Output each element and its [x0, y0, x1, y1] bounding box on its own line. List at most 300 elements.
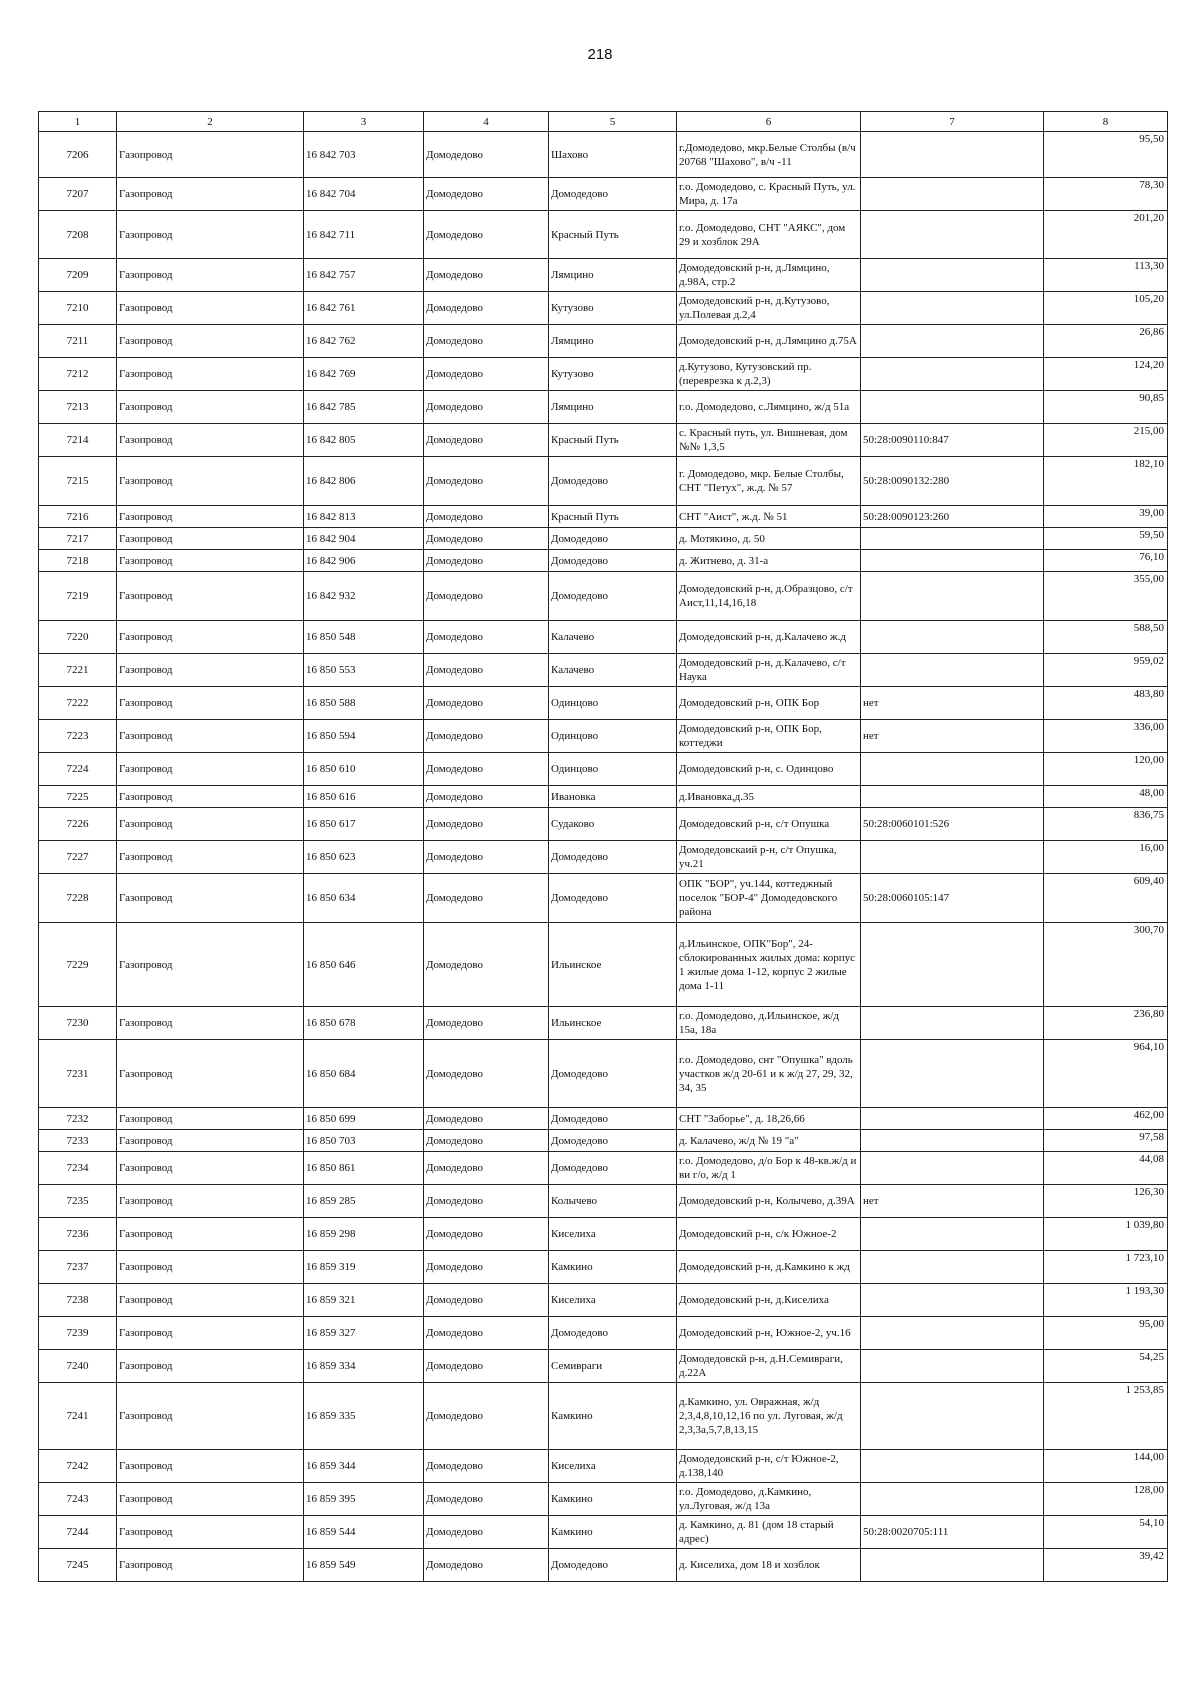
city-cell: Домодедово [424, 1108, 549, 1130]
inventory-number-cell: 16 850 617 [304, 808, 424, 841]
city-cell: Домодедово [424, 1218, 549, 1251]
settlement-cell: Калачево [549, 621, 677, 654]
length-value-cell: 182,10 [1044, 457, 1168, 506]
settlement-cell: Лямцино [549, 259, 677, 292]
settlement-cell: Камкино [549, 1483, 677, 1516]
table-row [39, 720, 1168, 753]
settlement-cell: Домодедово [549, 1317, 677, 1350]
settlement-cell: Домодедово [549, 1040, 677, 1108]
settlement-cell: Домодедово [549, 572, 677, 621]
inventory-number-cell: 16 850 861 [304, 1152, 424, 1185]
address-cell: ОПК "БОР", уч.144, коттеджный поселок "БОР-4" Домодедовского района [677, 874, 861, 923]
table-row [39, 550, 1168, 572]
inventory-number-cell: 16 842 761 [304, 292, 424, 325]
row-number-cell: 7222 [39, 687, 117, 720]
city-cell: Домодедово [424, 1483, 549, 1516]
address-cell: г.о. Домодедово, с. Красный Путь, ул. Мира, д. 17а [677, 178, 861, 211]
row-number-cell: 7226 [39, 808, 117, 841]
cadastral-number-cell [861, 621, 1044, 654]
row-number-cell: 7237 [39, 1251, 117, 1284]
row-number-cell: 7218 [39, 550, 117, 572]
length-value-cell: 26,86 [1044, 325, 1168, 358]
object-name-cell: Газопровод [117, 292, 304, 325]
row-number-cell: 7216 [39, 506, 117, 528]
table-row [39, 1108, 1168, 1130]
length-value-cell: 44,08 [1044, 1152, 1168, 1185]
row-number-cell: 7239 [39, 1317, 117, 1350]
address-cell: д.Кутузово, Кутузовский пр.(переврезка к д.2,3) [677, 358, 861, 391]
city-cell: Домодедово [424, 753, 549, 786]
row-number-cell: 7236 [39, 1218, 117, 1251]
table-row [39, 1007, 1168, 1040]
address-cell: Домодедовскаий р-н, с/т Опушка, уч.21 [677, 841, 861, 874]
inventory-number-cell: 16 859 335 [304, 1383, 424, 1450]
city-cell: Домодедово [424, 1130, 549, 1152]
cadastral-number-cell: 50:28:0090123:260 [861, 506, 1044, 528]
inventory-number-cell: 16 859 319 [304, 1251, 424, 1284]
object-name-cell: Газопровод [117, 391, 304, 424]
cadastral-number-cell [861, 325, 1044, 358]
settlement-cell: Ильинское [549, 1007, 677, 1040]
length-value-cell: 1 039,80 [1044, 1218, 1168, 1251]
length-value-cell: 336,00 [1044, 720, 1168, 753]
object-name-cell: Газопровод [117, 753, 304, 786]
object-name-cell: Газопровод [117, 1549, 304, 1582]
inventory-number-cell: 16 859 321 [304, 1284, 424, 1317]
settlement-cell: Домодедово [549, 550, 677, 572]
settlement-cell: Домодедово [549, 178, 677, 211]
row-number-cell: 7207 [39, 178, 117, 211]
cadastral-number-cell [861, 1218, 1044, 1251]
object-name-cell: Газопровод [117, 841, 304, 874]
address-cell: Домодедовскй р-н, д.Н.Семивраги, д.22А [677, 1350, 861, 1383]
settlement-cell: Домодедово [549, 841, 677, 874]
address-cell: Домодедовский р-н, д.Образцово, с/т Аист,11,14,16,18 [677, 572, 861, 621]
length-value-cell: 483,80 [1044, 687, 1168, 720]
inventory-number-cell: 16 842 757 [304, 259, 424, 292]
inventory-number-cell: 16 850 678 [304, 1007, 424, 1040]
inventory-number-cell: 16 859 395 [304, 1483, 424, 1516]
table-row [39, 654, 1168, 687]
object-name-cell: Газопровод [117, 178, 304, 211]
settlement-cell: Кутузово [549, 292, 677, 325]
table-row [39, 391, 1168, 424]
address-cell: г.о. Домодедово, СНТ "АЯКС", дом 29 и хозблок 29А [677, 211, 861, 259]
address-cell: г.Домодедово, мкр.Белые Столбы (в/ч 20768 "Шахово", в/ч -11 [677, 132, 861, 178]
object-name-cell: Газопровод [117, 1317, 304, 1350]
cadastral-number-cell [861, 211, 1044, 259]
object-name-cell: Газопровод [117, 1108, 304, 1130]
row-number-cell: 7213 [39, 391, 117, 424]
inventory-number-cell: 16 850 699 [304, 1108, 424, 1130]
table-row [39, 621, 1168, 654]
table-row [39, 923, 1168, 1007]
address-cell: СНТ "Заборье", д. 18,26,66 [677, 1108, 861, 1130]
city-cell: Домодедово [424, 808, 549, 841]
length-value-cell: 54,25 [1044, 1350, 1168, 1383]
inventory-number-cell: 16 842 906 [304, 550, 424, 572]
object-name-cell: Газопровод [117, 1350, 304, 1383]
address-cell: д. Мотякино, д. 50 [677, 528, 861, 550]
table-row [39, 1185, 1168, 1218]
inventory-number-cell: 16 859 327 [304, 1317, 424, 1350]
row-number-cell: 7232 [39, 1108, 117, 1130]
length-value-cell: 97,58 [1044, 1130, 1168, 1152]
length-value-cell: 105,20 [1044, 292, 1168, 325]
row-number-cell: 7238 [39, 1284, 117, 1317]
inventory-number-cell: 16 842 769 [304, 358, 424, 391]
row-number-cell: 7233 [39, 1130, 117, 1152]
row-number-cell: 7227 [39, 841, 117, 874]
address-cell: д.Камкино, ул. Овражная, ж/д 2,3,4,8,10,12,16 по ул. Луговая, ж/д 2,3,3а,5,7,8,13,15 [677, 1383, 861, 1450]
row-number-cell: 7228 [39, 874, 117, 923]
city-cell: Домодедово [424, 457, 549, 506]
cadastral-number-cell [861, 528, 1044, 550]
city-cell: Домодедово [424, 1383, 549, 1450]
inventory-number-cell: 16 842 932 [304, 572, 424, 621]
object-name-cell: Газопровод [117, 1516, 304, 1549]
table-row [39, 506, 1168, 528]
object-name-cell: Газопровод [117, 325, 304, 358]
row-number-cell: 7229 [39, 923, 117, 1007]
table-row [39, 841, 1168, 874]
cadastral-number-cell [861, 1284, 1044, 1317]
object-name-cell: Газопровод [117, 1218, 304, 1251]
cadastral-number-cell [861, 259, 1044, 292]
object-name-cell: Газопровод [117, 1007, 304, 1040]
settlement-cell: Калачево [549, 654, 677, 687]
table-row [39, 457, 1168, 506]
settlement-cell: Домодедово [549, 1108, 677, 1130]
row-number-cell: 7211 [39, 325, 117, 358]
row-number-cell: 7235 [39, 1185, 117, 1218]
object-name-cell: Газопровод [117, 720, 304, 753]
address-cell: Домодедовский р-н, с/т Опушка [677, 808, 861, 841]
settlement-cell: Домодедово [549, 457, 677, 506]
inventory-number-cell: 16 842 785 [304, 391, 424, 424]
inventory-number-cell: 16 859 298 [304, 1218, 424, 1251]
object-name-cell: Газопровод [117, 1483, 304, 1516]
object-name-cell: Газопровод [117, 358, 304, 391]
address-cell: д.Ивановка,д.35 [677, 786, 861, 808]
table-row [39, 1383, 1168, 1450]
address-cell: Домодедовский р-н, с. Одинцово [677, 753, 861, 786]
row-number-cell: 7243 [39, 1483, 117, 1516]
row-number-cell: 7206 [39, 132, 117, 178]
settlement-cell: Киселиха [549, 1284, 677, 1317]
inventory-number-cell: 16 842 711 [304, 211, 424, 259]
row-number-cell: 7212 [39, 358, 117, 391]
row-number-cell: 7217 [39, 528, 117, 550]
length-value-cell: 48,00 [1044, 786, 1168, 808]
table-row [39, 178, 1168, 211]
object-name-cell: Газопровод [117, 259, 304, 292]
city-cell: Домодедово [424, 720, 549, 753]
length-value-cell: 113,30 [1044, 259, 1168, 292]
inventory-number-cell: 16 850 548 [304, 621, 424, 654]
city-cell: Домодедово [424, 621, 549, 654]
object-name-cell: Газопровод [117, 572, 304, 621]
settlement-cell: Домодедово [549, 1130, 677, 1152]
table-row [39, 211, 1168, 259]
length-value-cell: 90,85 [1044, 391, 1168, 424]
city-cell: Домодедово [424, 786, 549, 808]
length-value-cell: 78,30 [1044, 178, 1168, 211]
length-value-cell: 76,10 [1044, 550, 1168, 572]
column-header: 6 [677, 112, 861, 132]
table-row [39, 292, 1168, 325]
inventory-number-cell: 16 842 806 [304, 457, 424, 506]
settlement-cell: Судаково [549, 808, 677, 841]
object-name-cell: Газопровод [117, 808, 304, 841]
city-cell: Домодедово [424, 654, 549, 687]
city-cell: Домодедово [424, 391, 549, 424]
inventory-number-cell: 16 850 616 [304, 786, 424, 808]
cadastral-number-cell [861, 358, 1044, 391]
cadastral-number-cell [861, 1549, 1044, 1582]
length-value-cell: 836,75 [1044, 808, 1168, 841]
address-cell: Домодедовский р-н, ОПК Бор, коттеджи [677, 720, 861, 753]
object-name-cell: Газопровод [117, 1284, 304, 1317]
column-header: 4 [424, 112, 549, 132]
row-number-cell: 7221 [39, 654, 117, 687]
table-row [39, 1483, 1168, 1516]
table-row [39, 1218, 1168, 1251]
cadastral-number-cell [861, 572, 1044, 621]
inventory-number-cell: 16 850 634 [304, 874, 424, 923]
inventory-number-cell: 16 842 813 [304, 506, 424, 528]
table-row [39, 1040, 1168, 1108]
cadastral-number-cell [861, 1130, 1044, 1152]
object-name-cell: Газопровод [117, 1040, 304, 1108]
address-cell: г.о. Домодедово, д.Ильинское, ж/д 15а, 18а [677, 1007, 861, 1040]
column-header: 3 [304, 112, 424, 132]
city-cell: Домодедово [424, 1007, 549, 1040]
row-number-cell: 7241 [39, 1383, 117, 1450]
length-value-cell: 300,70 [1044, 923, 1168, 1007]
length-value-cell: 16,00 [1044, 841, 1168, 874]
city-cell: Домодедово [424, 292, 549, 325]
address-cell: д. Житнево, д. 31-а [677, 550, 861, 572]
cadastral-number-cell [861, 1383, 1044, 1450]
address-cell: г.о. Домодедово, снт "Опушка" вдоль участков ж/д 20-61 и к ж/д 27, 29, 32, 34, 35 [677, 1040, 861, 1108]
city-cell: Домодедово [424, 424, 549, 457]
length-value-cell: 964,10 [1044, 1040, 1168, 1108]
length-value-cell: 39,42 [1044, 1549, 1168, 1582]
object-name-cell: Газопровод [117, 424, 304, 457]
address-cell: Домодедовский р-н, д.Лямцино д.75А [677, 325, 861, 358]
city-cell: Домодедово [424, 1317, 549, 1350]
table-row [39, 1350, 1168, 1383]
object-name-cell: Газопровод [117, 457, 304, 506]
table-row [39, 572, 1168, 621]
object-name-cell: Газопровод [117, 1251, 304, 1284]
address-cell: Домодедовский р-н, д.Кутузово, ул.Полевая д.2,4 [677, 292, 861, 325]
object-name-cell: Газопровод [117, 874, 304, 923]
inventory-number-cell: 16 859 344 [304, 1450, 424, 1483]
settlement-cell: Семивраги [549, 1350, 677, 1383]
row-number-cell: 7224 [39, 753, 117, 786]
inventory-number-cell: 16 859 334 [304, 1350, 424, 1383]
inventory-number-cell: 16 859 544 [304, 1516, 424, 1549]
cadastral-number-cell: 50:28:0060105:147 [861, 874, 1044, 923]
column-header: 1 [39, 112, 117, 132]
cadastral-number-cell [861, 923, 1044, 1007]
cadastral-number-cell [861, 1007, 1044, 1040]
address-cell: д. Камкино, д. 81 (дом 18 старый адрес) [677, 1516, 861, 1549]
city-cell: Домодедово [424, 211, 549, 259]
length-value-cell: 39,00 [1044, 506, 1168, 528]
cadastral-number-cell [861, 178, 1044, 211]
column-header: 2 [117, 112, 304, 132]
length-value-cell: 462,00 [1044, 1108, 1168, 1130]
row-number-cell: 7234 [39, 1152, 117, 1185]
inventory-number-cell: 16 850 588 [304, 687, 424, 720]
inventory-number-cell: 16 850 610 [304, 753, 424, 786]
object-name-cell: Газопровод [117, 687, 304, 720]
column-header: 8 [1044, 112, 1168, 132]
row-number-cell: 7231 [39, 1040, 117, 1108]
table-row [39, 528, 1168, 550]
inventory-number-cell: 16 842 704 [304, 178, 424, 211]
length-value-cell: 201,20 [1044, 211, 1168, 259]
length-value-cell: 355,00 [1044, 572, 1168, 621]
city-cell: Домодедово [424, 528, 549, 550]
address-cell: Домодедовский р-н, с/к Южное-2 [677, 1218, 861, 1251]
city-cell: Домодедово [424, 1350, 549, 1383]
table-row [39, 1284, 1168, 1317]
settlement-cell: Красный Путь [549, 211, 677, 259]
cadastral-number-cell [861, 1040, 1044, 1108]
row-number-cell: 7208 [39, 211, 117, 259]
row-number-cell: 7242 [39, 1450, 117, 1483]
cadastral-number-cell [861, 292, 1044, 325]
row-number-cell: 7223 [39, 720, 117, 753]
table-row [39, 1130, 1168, 1152]
address-cell: с. Красный путь, ул. Вишневая, дом №№ 1,3,5 [677, 424, 861, 457]
table-row [39, 808, 1168, 841]
address-cell: Домодедовский р-н, д.Калачево ж.д [677, 621, 861, 654]
address-cell: Домодедовский р-н, ОПК Бор [677, 687, 861, 720]
inventory-number-cell: 16 850 553 [304, 654, 424, 687]
length-value-cell: 1 193,30 [1044, 1284, 1168, 1317]
length-value-cell: 1 253,85 [1044, 1383, 1168, 1450]
cadastral-number-cell [861, 1317, 1044, 1350]
length-value-cell: 215,00 [1044, 424, 1168, 457]
cadastral-number-cell [861, 1251, 1044, 1284]
row-number-cell: 7219 [39, 572, 117, 621]
city-cell: Домодедово [424, 1152, 549, 1185]
length-value-cell: 54,10 [1044, 1516, 1168, 1549]
address-cell: Домодедовский р-н, д.Камкино к жд [677, 1251, 861, 1284]
table-row [39, 753, 1168, 786]
address-cell: Домодедовский р-н, д.Калачево, с/т Наука [677, 654, 861, 687]
table-row [39, 1251, 1168, 1284]
inventory-number-cell: 16 850 623 [304, 841, 424, 874]
column-header: 7 [861, 112, 1044, 132]
table-row [39, 1516, 1168, 1549]
address-cell: Домодедовский р-н, д.Киселиха [677, 1284, 861, 1317]
inventory-number-cell: 16 850 703 [304, 1130, 424, 1152]
inventory-number-cell: 16 859 285 [304, 1185, 424, 1218]
object-name-cell: Газопровод [117, 528, 304, 550]
settlement-cell: Кутузово [549, 358, 677, 391]
city-cell: Домодедово [424, 550, 549, 572]
settlement-cell: Ивановка [549, 786, 677, 808]
length-value-cell: 124,20 [1044, 358, 1168, 391]
table-row [39, 1152, 1168, 1185]
settlement-cell: Лямцино [549, 325, 677, 358]
length-value-cell: 588,50 [1044, 621, 1168, 654]
object-name-cell: Газопровод [117, 506, 304, 528]
settlement-cell: Камкино [549, 1516, 677, 1549]
cadastral-number-cell [861, 753, 1044, 786]
object-name-cell: Газопровод [117, 1185, 304, 1218]
cadastral-number-cell: нет [861, 720, 1044, 753]
address-cell: г.о. Домодедово, д.Камкино, ул.Луговая, ж/д 13а [677, 1483, 861, 1516]
address-cell: Домодедовский р-н, Южное-2, уч.16 [677, 1317, 861, 1350]
length-value-cell: 126,30 [1044, 1185, 1168, 1218]
cadastral-number-cell [861, 132, 1044, 178]
city-cell: Домодедово [424, 1450, 549, 1483]
inventory-number-cell: 16 850 594 [304, 720, 424, 753]
cadastral-number-cell [861, 1108, 1044, 1130]
inventory-number-cell: 16 842 762 [304, 325, 424, 358]
row-number-cell: 7215 [39, 457, 117, 506]
address-cell: г.о. Домодедово, д/о Бор к 48-кв.ж/д и ви г/о, ж/д 1 [677, 1152, 861, 1185]
settlement-cell: Ильинское [549, 923, 677, 1007]
object-name-cell: Газопровод [117, 1383, 304, 1450]
row-number-cell: 7214 [39, 424, 117, 457]
settlement-cell: Красный Путь [549, 506, 677, 528]
length-value-cell: 1 723,10 [1044, 1251, 1168, 1284]
object-name-cell: Газопровод [117, 786, 304, 808]
settlement-cell: Колычево [549, 1185, 677, 1218]
cadastral-number-cell [861, 654, 1044, 687]
row-number-cell: 7225 [39, 786, 117, 808]
object-name-cell: Газопровод [117, 1130, 304, 1152]
address-cell: Домодедовский р-н, Колычево, д.39А [677, 1185, 861, 1218]
settlement-cell: Шахово [549, 132, 677, 178]
city-cell: Домодедово [424, 841, 549, 874]
cadastral-number-cell: 50:28:0060101:526 [861, 808, 1044, 841]
object-name-cell: Газопровод [117, 1152, 304, 1185]
length-value-cell: 128,00 [1044, 1483, 1168, 1516]
length-value-cell: 120,00 [1044, 753, 1168, 786]
city-cell: Домодедово [424, 325, 549, 358]
object-name-cell: Газопровод [117, 654, 304, 687]
table-row [39, 786, 1168, 808]
row-number-cell: 7230 [39, 1007, 117, 1040]
inventory-number-cell: 16 859 549 [304, 1549, 424, 1582]
length-value-cell: 59,50 [1044, 528, 1168, 550]
cadastral-number-cell: нет [861, 1185, 1044, 1218]
object-name-cell: Газопровод [117, 923, 304, 1007]
settlement-cell: Домодедово [549, 1549, 677, 1582]
settlement-cell: Домодедово [549, 528, 677, 550]
cadastral-number-cell [861, 1483, 1044, 1516]
address-cell: д. Калачево, ж/д № 19 "а" [677, 1130, 861, 1152]
settlement-cell: Киселиха [549, 1450, 677, 1483]
row-number-cell: 7245 [39, 1549, 117, 1582]
length-value-cell: 959,02 [1044, 654, 1168, 687]
row-number-cell: 7220 [39, 621, 117, 654]
settlement-cell: Домодедово [549, 1152, 677, 1185]
city-cell: Домодедово [424, 259, 549, 292]
row-number-cell: 7209 [39, 259, 117, 292]
object-name-cell: Газопровод [117, 211, 304, 259]
inventory-number-cell: 16 850 646 [304, 923, 424, 1007]
